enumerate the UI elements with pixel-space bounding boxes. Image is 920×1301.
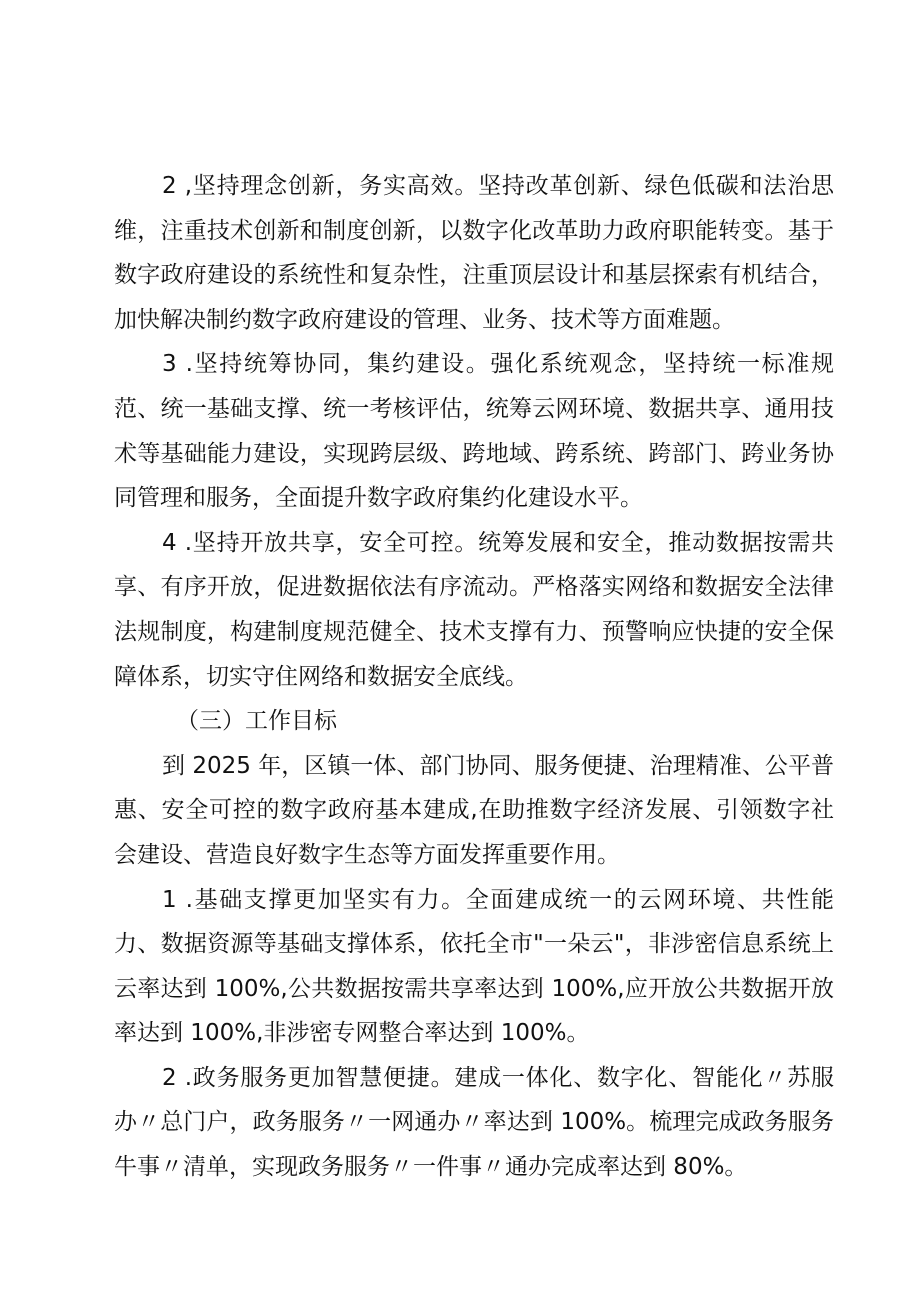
principle-paragraph-2: 2 ,坚持理念创新，务实高效。坚持改革创新、绿色低碳和法治思维，注重技术创新和制度创新，以数字化改革助力政府职能转变。基于数字政府建设的系统性和复杂性，注重顶层设计和基层探索有机结合，加快解决制约数字政府建设的管理、业务、技术等方面难题。: [114, 173, 834, 333]
goal-paragraph-1: 1 .基础支撑更加坚实有力。全面建成统一的云网环境、共性能力、数据资源等基础支撑体系，依托全市"一朵云"，非涉密信息系统上云率达到 100%,公共数据按需共享率达到 100%,应开放公共数据开放率达到 100%,非涉密专网整合率达到 100%。: [114, 886, 834, 1047]
goal-paragraph-2: 2 .政务服务更加智慧便捷。建成一体化、数字化、智能化〃苏服办〃总门户，政务服务〃一网通办〃率达到 100%。梳理完成政务服务牛事〃清单，实现政务服务〃一件事〃通办完成率达到 80%。: [114, 1064, 834, 1181]
document-body: [114, 164, 834, 1190]
principle-paragraph-4: 4 .坚持开放共享，安全可控。统筹发展和安全，推动数据按需共享、有序开放，促进数据依法有序流动。严格落实网络和数据安全法律法规制度，构建制度规范健全、技术支撑有力、预警响应快捷的安全保障体系，切实守住网络和数据安全底线。: [114, 529, 834, 690]
goal-intro-paragraph: 到 2025 年，区镇一体、部门协同、服务便捷、治理精准、公平普惠、安全可控的数字政府基本建成,在助推数字经济发展、引领数字社会建设、营造良好数字生态等方面发挥重要作用。: [114, 752, 834, 868]
principle-paragraph-3: 3 .坚持统筹协同，集约建设。强化系统观念，坚持统一标准规范、统一基础支撑、统一考核评估，统筹云网环境、数据共享、通用技术等基础能力建设，实现跨层级、跨地域、跨系统、跨部门、跨业务协同管理和服务，全面提升数字政府集约化建设水平。: [114, 351, 834, 512]
section-heading: （三）工作目标: [176, 708, 337, 735]
